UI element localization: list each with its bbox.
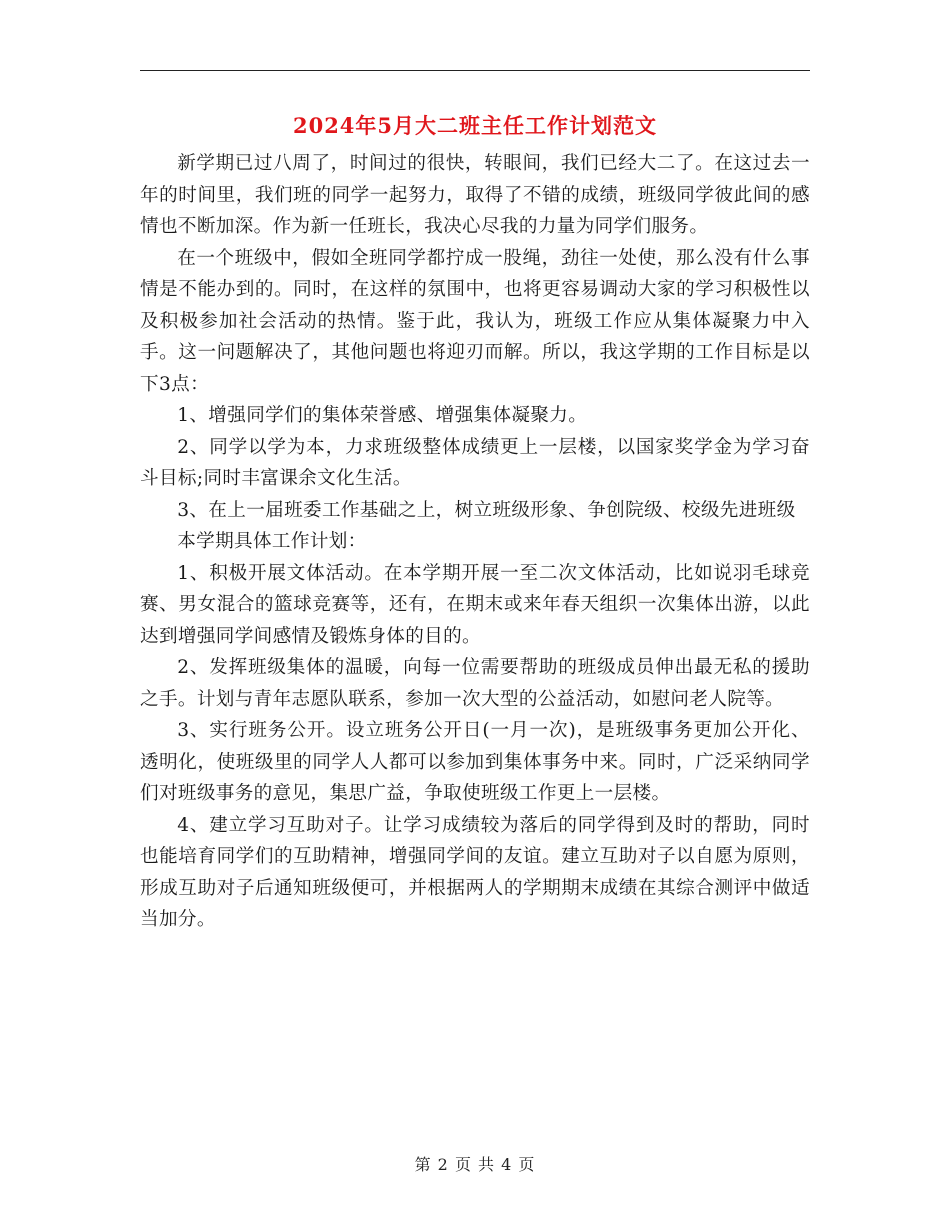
plan-item-4: 4、建立学习互助对子。让学习成绩较为落后的同学得到及时的帮助，同时也能培育同学们的互助精神，增强同学间的友谊。建立互助对子以自愿为原则，形成互助对子后通知班级便可，并根据两人的学期期末成绩在其综合测评中做适当加分。 xyxy=(140,814,810,930)
page-number-footer: 第 2 页 共 4 页 xyxy=(414,1155,536,1174)
header-rule xyxy=(140,70,810,71)
plan-item-3: 3、实行班务公开。设立班务公开日(一月一次)，是班级事务更加公开化、透明化，使班级里的同学人人都可以参加到集体事务中来。同时，广泛采纳同学们对班级事务的意见，集思广益，争取使班级工作更上一层楼。 xyxy=(140,720,810,804)
goal-item-1: 1、增强同学们的集体荣誉感、增强集体凝聚力。 xyxy=(177,405,588,426)
plan-item-2: 2、发挥班级集体的温暖，向每一位需要帮助的班级成员伸出最无私的援助之手。计划与青年志愿队联系，参加一次大型的公益活动，如慰问老人院等。 xyxy=(140,657,810,710)
document-body xyxy=(140,148,810,936)
plan-heading: 本学期具体工作计划： xyxy=(177,531,367,552)
document-title: 2024年5月大二班主任工作计划范文 xyxy=(292,113,658,138)
goal-item-3: 3、在上一届班委工作基础之上，树立班级形象、争创院级、校级先进班级 xyxy=(177,499,796,521)
paragraph-goal-statement: 在一个班级中，假如全班同学都拧成一股绳，劲往一处使，那么没有什么事情是不能办到的。同时，在这样的氛围中，也将更容易调动大家的学习积极性以及积极参加社会活动的热情。鉴于此，我认为，班级工作应从集体凝聚力中入手。这一问题解决了，其他问题也将迎刃而解。所以，我这学期的工作目标是以下3点： xyxy=(140,247,810,395)
paragraph-intro: 新学期已过八周了，时间过的很快，转眼间，我们已经大二了。在这过去一年的时间里，我们班的同学一起努力，取得了不错的成绩，班级同学彼此间的感情也不断加深。作为新一任班长，我决心尽我的力量为同学们服务。 xyxy=(140,153,810,237)
plan-item-1: 1、积极开展文体活动。在本学期开展一至二次文体活动，比如说羽毛球竞赛、男女混合的篮球竞赛等，还有，在期末或来年春天组织一次集体出游，以此达到增强同学间感情及锻炼身体的目的。 xyxy=(140,562,810,647)
goal-item-2: 2、同学以学为本，力求班级整体成绩更上一层楼，以国家奖学金为学习奋斗目标;同时丰富课余文化生活。 xyxy=(140,436,810,489)
